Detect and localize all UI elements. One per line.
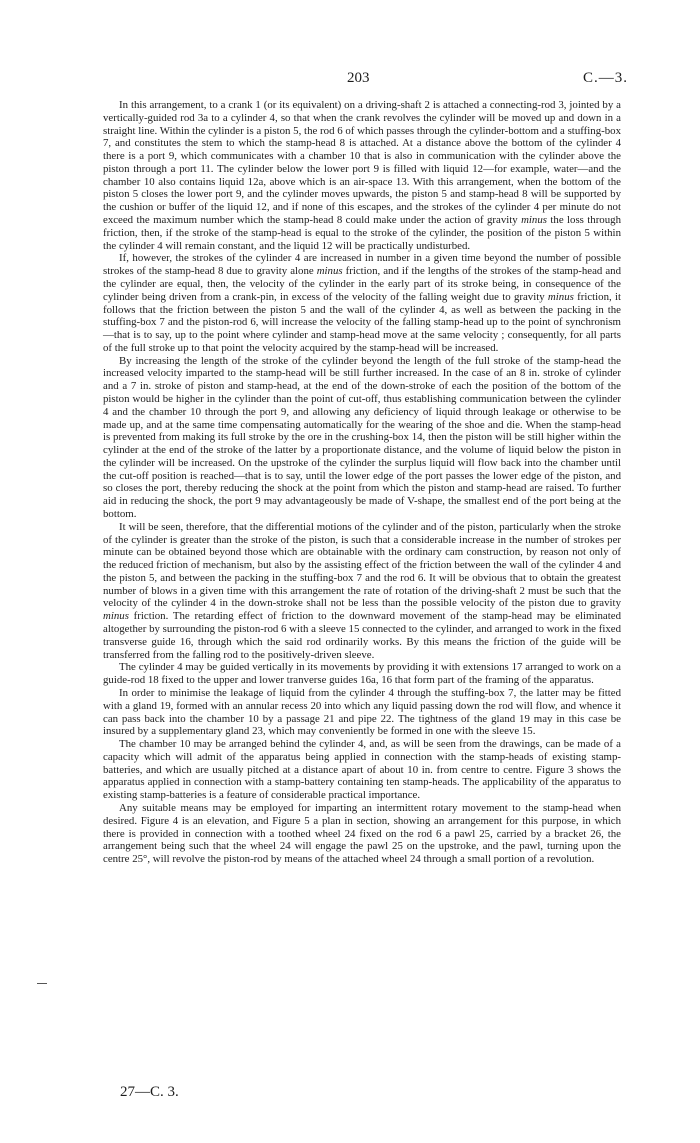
paragraph-text: By increasing the length of the stroke of the cylinder beyond the length of the full stroke of the stamp-head the increased velocity imparted to the stamp-head will be still further increased. In the case of an 8 in. stroke of cylinder and a 7 in. stroke of piston and stamp-head, at the end of the down-stroke of each the position of the bottom of the piston would be higher in the cylinder than the point of cut-off, thus establishing communication between the cylinder 4 and the chamber 10 through the port 9, and allowing any deficiency of liquid through leakage or otherwise to be made up, and at the same time compensating automatically for the wearing of the shoe and die. When the stamp-head is prevented from making its full stroke by the ore in the crushing-box 14, then the piston will be still higher within the cylinder at the end of the stroke of the latter by a proportionate distance, and the volume of liquid below the piston in the cylinder will be increased. On the upstroke of the cylinder the surplus liquid will flow back into the chamber until the cut-off position is reached—that is to say, until the lower edge of the port passes the lower edge of the piston, and so closes the port, thereby reducing the shock at the point from which the piston and stamp-head are raised. To further aid in reducing the shock, the port 9 may advantageously be made of V-shape, the smallest end of the port being at the bottom.: [103, 354, 621, 520]
signature-mark: 27—C. 3.: [120, 1084, 179, 1100]
paragraph-text: the loss through friction, then, if the stroke of the stamp-head is equal to the stroke of the cylinder, the position of the piston 5 within the cylinder 4 will remain constant, and the liquid 12 will be practically undisturbed.: [103, 214, 621, 252]
body-text: [103, 99, 621, 866]
italic-term: minus: [547, 290, 574, 303]
margin-mark: [37, 983, 47, 984]
paragraph: [103, 521, 621, 662]
paragraph-text: If, however, the strokes of the cylinder 4 are increased in number in a given time beyond the number of possible strokes of the stamp-head 8 due to gravity alone: [103, 252, 621, 278]
paragraph-text: In order to minimise the leakage of liquid from the cylinder 4 through the stuffing-box 7, the latter may be fitted with a gland 19, formed with an annular recess 20 into which any liquid passing down the rod will flow, and whence it can pass back into the chamber 10 by a passage 21 and pipe 22. The tightness of the gland 19 may in this case be insured by a supplementary gland 23, which may conveniently be formed in one with the sleeve 15.: [103, 686, 621, 738]
paragraph: [103, 687, 621, 738]
paragraph-text: It will be seen, therefore, that the differential motions of the cylinder and of the piston, particularly when the stroke of the cylinder is greater than the stroke of the piston, is such that a considerable increase in the number of strokes per minute can be obtained beyond those which are obtainable with the ordinary cam construction, by reason not only of the reduced friction of mechanism, but also by the assisting effect of the friction between the wall of the cylinder 4 and the piston 5, and between the packing in the stuffing-box 7 and the rod 6. It will be obvious that to obtain the greatest number of blows in a given time with this arrangement the rate of rotation of the driving-shaft 2 must be such that the velocity of the cylinder 4 in the down-stroke shall not be less than the possible velocity of the piston due to gravity: [103, 520, 621, 610]
paragraph-text: friction, it follows that the friction between the piston 5 and the wall of the cylinder 4, as well as between the packing in the stuffing-box 7 and the piston-rod 6, will increase the velocity of the falling stamp-head up to the point of synchronism—that is to say, up to the point where cylinder and stamp-head move at the same velocity ; consequently, for all parts of the full stroke up to that point the velocity acquired by the stamp-head will be increased.: [103, 290, 622, 354]
paragraph: [103, 355, 621, 521]
paragraph: [103, 802, 621, 866]
paragraph-text: friction. The retarding effect of friction to the downward movement of the stamp-head may be eliminated altogether by surrounding the piston-rod 6 with a sleeve 15 connected to the cylinder, and arranged to work in the fixed transverse guide 16, through which the said rod ordinarily works. By this means the friction of the guide will be transferred from the falling rod to the positively-driven sleeve.: [103, 610, 621, 661]
page-header: [0, 70, 700, 88]
paragraph: [103, 252, 621, 354]
paragraph: [103, 99, 621, 252]
paragraph-text: friction, and if the lengths of the strokes of the stamp-head and the cylinder are equal, then, the velocity of the cylinder in the early part of its stroke being, in consequence of the cylinder being driven from a crank-pin, in excess of the velocity of the falling weight due to gravity: [103, 265, 621, 303]
document-reference: C.—3.: [582, 70, 628, 86]
paragraph: [103, 738, 621, 802]
italic-term: minus: [316, 265, 343, 278]
paragraph-text: In this arrangement, to a crank 1 (or its equivalent) on a driving-shaft 2 is attached a connecting-rod 3, jointed by a vertically-guided rod 3a to a cylinder 4, so that when the crank revolves the cylinder will be moved up and down in a straight line. Within the cylinder is a piston 5, the rod 6 of which passes through the cylinder-bottom and a stuffing-box 7, and constitutes the stem to which the stamp-head 8 is attached. At a distance above the bottom of the cylinder 4 there is a port 9, which communicates with a chamber 10 that is also in communication with the cylinder above the piston through a port 11. The cylinder below the lower port 9 is filled with liquid 12—for example, water—and the chamber 10 also contains liquid 12a, above which is an air-space 13. With this arrangement, when the bottom of the piston 5 closes the lower port 9, and the cylinder moves upwards, the piston 5 and stamp-head 8 will be supported by the cushion or buffer of the liquid 12, and if none of this escapes, and the strokes of the cylinder 4 per minute do not exceed the maximum number which the stamp-head 8 could make under the action of gravity: [103, 99, 621, 227]
italic-term: minus: [103, 610, 129, 623]
paragraph-text: The chamber 10 may be arranged behind the cylinder 4, and, as will be seen from the drawings, can be made of a capacity which will admit of the apparatus being applied in connection with the stamp-heads of existing stamp-batteries, and which are usually pitched at a distance apart of about 10 in. from centre to centre. Figure 3 shows the apparatus applied in connection with a stamp-battery containing ten stamp-heads. The applicability of the apparatus to existing stamp-batteries is a feature of considerable practical importance.: [103, 738, 621, 802]
paragraph-text: The cylinder 4 may be guided vertically in its movements by providing it with extensions 17 arranged to work on a guide-rod 18 fixed to the upper and lower tranverse guides 16a, 16 that form part of the framing of the apparatus.: [103, 661, 621, 687]
paragraph: [103, 661, 621, 687]
italic-term: minus: [521, 214, 547, 227]
page-number: 203: [347, 70, 370, 86]
paragraph-text: Any suitable means may be employed for imparting an intermittent rotary movement to the stamp-head when desired. Figure 4 is an elevation, and Figure 5 a plan in section, showing an arrangement for this purpose, in which there is provided in connection with a toothed wheel 24 fixed on the rod 6 a pawl 25, carried by a bracket 26, the arrangement being such that the wheel 24 will engage the pawl 25 on the upstroke, and the pawl, turning upon the centre 25°, will revolve the piston-rod by means of the attached wheel 24 through a small portion of a revolution.: [103, 801, 621, 866]
